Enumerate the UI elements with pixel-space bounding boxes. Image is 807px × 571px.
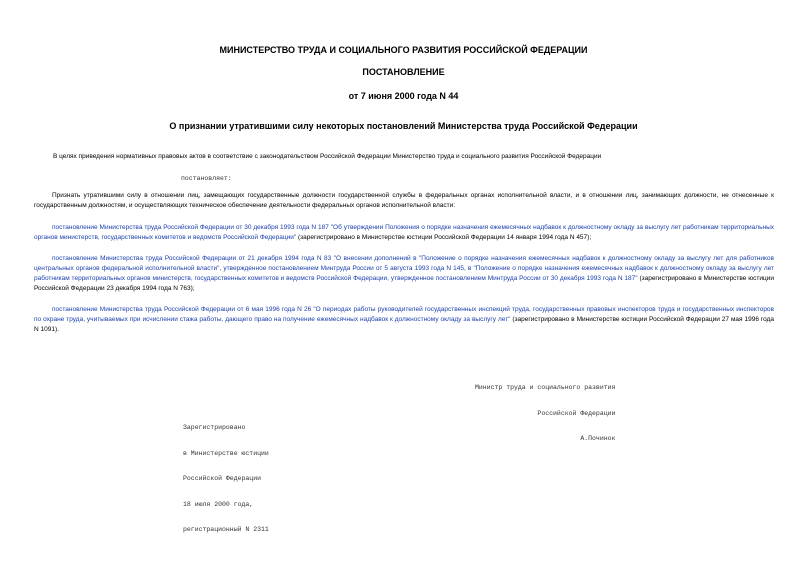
main-paragraph: Признать утратившими силу в отношении лиц, замещающих государственные должности государственной службы в федеральных органах исполнительной власти, и в отношении лиц, занимающих должности, не отнесенные к государственным должностям, и осуществляющих техническое обеспечение деятельности федеральных органов исполнительной власти: <box>34 192 774 209</box>
signature-line: Российской Федерации <box>537 409 616 417</box>
document-date: от 7 июня 2000 года N 44 <box>348 91 459 101</box>
registration-note: (зарегистрировано в Министерстве юстиции Российской Федерации 23 декабря 1994 года N 763); <box>34 275 774 292</box>
decree-link[interactable]: постановление Министерства труда Российской Федерации от 6 мая 1996 года N 26 "О периодах работы руководителей государственных инспекций труда, государственных правовых инспекторов труда и государственных инспекторов по охране труда, учитываемых при исчислении стажа работы, дающего право на получение ежемесячных надбавок к должностному окладу за выслугу лет" <box>34 306 774 323</box>
list-item <box>34 223 774 243</box>
list-item <box>34 254 774 294</box>
intro-paragraph: В целях приведения нормативных правовых актов в соответствие с законодательством Российской Федерации Министерство труда и социального развития Российской Федерации <box>53 153 602 160</box>
decree-link[interactable]: постановление Министерства труда Российской Федерации от 30 декабря 1993 года N 187 "Об утверждении Положения о порядке назначения ежемесячных надбавок к должностному окладу за выслугу лет работникам территориальных органов министерств, государственных комитетов и ведомств Российской Федерации" <box>34 224 774 241</box>
registration-line: Российской Федерации <box>183 475 262 482</box>
registration-block <box>183 407 269 552</box>
signature-line: Министр труда и социального развития <box>475 384 616 391</box>
signature-block <box>475 367 615 461</box>
signature-line: А.Починок <box>580 435 616 442</box>
list-item <box>34 305 774 335</box>
decree-link[interactable]: постановление Министерства труда Российской Федерации от 21 декабря 1994 года N 83 "О внесении дополнений в "Положение о порядке назначения ежемесячных надбавок к должностному окладу за выслугу лет для работников центральных органов федеральной исполнительной власти", утвержденное постановлением Минтруда России от 5 августа 1993 года N 145, в "Положение о порядке назначения ежемесячных надбавок к должностному окладу за выслугу лет работникам территориальных органов министерств, государственных комитетов и ведомств Российской Федерации, утвержденное постановлением Минтруда России от 30 декабря 1993 года N 187" <box>34 255 774 282</box>
registration-line: в Министерстве юстиции <box>183 449 269 457</box>
registration-line: Зарегистрировано <box>183 424 246 431</box>
registration-line: регистрационный N 2311 <box>183 526 269 533</box>
ministry-name: МИНИСТЕРСТВО ТРУДА И СОЦИАЛЬНОГО РАЗВИТИЯ РОССИЙСКОЙ ФЕДЕРАЦИИ <box>219 45 588 55</box>
registration-note: (зарегистрировано в Министерстве юстиции Российской Федерации 27 мая 1996 года N 1091). <box>34 316 774 333</box>
decrees-word: постановляет: <box>181 175 232 182</box>
registration-line: 18 июля 2000 года, <box>183 500 254 508</box>
registration-note: (зарегистрировано в Министерстве юстиции Российской Федерации 14 января 1994 года N 457); <box>296 234 592 241</box>
document-type: ПОСТАНОВЛЕНИЕ <box>362 67 445 77</box>
document-title: О признании утратившими силу некоторых постановлений Министерства труда Российской Федерации <box>169 121 638 131</box>
